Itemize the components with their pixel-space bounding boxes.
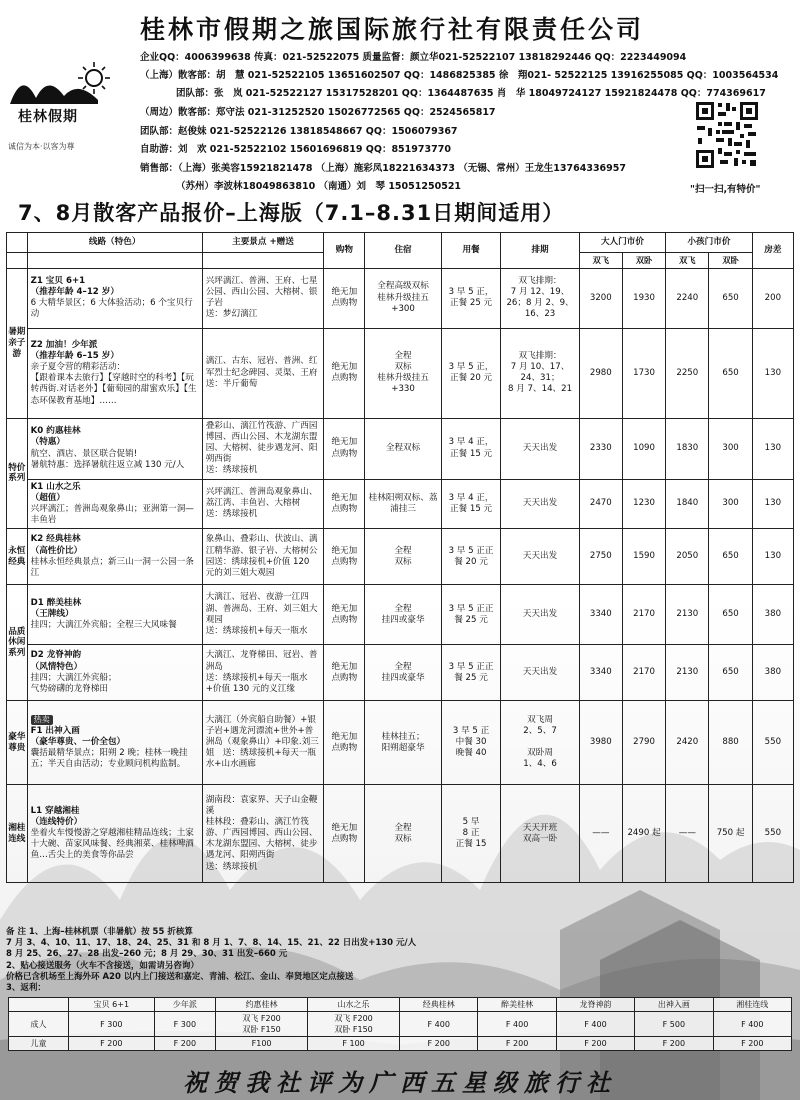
child-air-price: 2050 bbox=[666, 529, 709, 585]
note-line: 价格已含机场至上海外环 A20 以内上门接送和嘉定、青浦、松江、金山、奉贤地区定点接送 bbox=[6, 971, 354, 982]
qr-label: "扫一扫,有特价" bbox=[690, 184, 761, 195]
qr-code-icon[interactable] bbox=[694, 100, 760, 170]
schedule-cell: 双飞排期： 7 月 10、17、24、31； 8 月 7、14、21 bbox=[501, 328, 579, 418]
header-child-price: 小孩门市价 bbox=[666, 233, 753, 253]
route-subtitle: （推荐年龄 4–12 岁） bbox=[30, 286, 119, 297]
child-train-price: 650 bbox=[709, 645, 752, 701]
spots-cell: 大漓江（外宾船自助餐）+银子岩+遇龙河漂流+世外+普洲岛（观象鼻山）+印象.刘三姐 送：绣球接机+每天一瓶水+山水画廊 bbox=[202, 701, 324, 785]
schedule-cell: 天天出发 bbox=[501, 585, 579, 645]
category-label: 湘桂连线 bbox=[7, 785, 28, 883]
table-row bbox=[7, 645, 794, 701]
contact-line-qq: 企业QQ：4006399638 传真：021-52522075 质量监督：颜立华021-52522107 13818292446 QQ：2223449094 bbox=[140, 52, 687, 63]
header-spots-sub bbox=[202, 253, 324, 269]
schedule-cell: 双飞排期： 7 月 12、19、26；8 月 2、9、16、23 bbox=[501, 268, 579, 328]
schedule-cell: 双飞周 2、5、7 双卧周 1、4、6 bbox=[501, 701, 579, 785]
route-desc: 6 大精华景区；6 大体验活动；6 个宝贝行动 bbox=[30, 298, 193, 320]
meal-cell: 3 早 4 正，正餐 15 元 bbox=[441, 479, 501, 529]
route-desc: 亲子夏令营的精彩活动： 【跟着课本去旅行】【穿越时空的科考】【玩转西街.对话老外】【葡萄园的甜蜜欢乐】【生态环保教育基地】…… bbox=[30, 361, 197, 406]
hotel-cell: 全程 挂四或豪华 bbox=[365, 585, 441, 645]
contact-line-shanghai-retail: （上海）散客部：胡 慧 021-52522105 13651602507 QQ：1486825385 徐 翔021- 52522125 13916255085 QQ：1003564534 bbox=[140, 70, 779, 81]
rebate-adult-value: F 400 bbox=[478, 1012, 556, 1037]
adult-air-price: 2750 bbox=[579, 529, 622, 585]
child-train-price: 650 bbox=[709, 328, 752, 418]
room-diff: 130 bbox=[752, 328, 793, 418]
rebate-header: 经典桂林 bbox=[400, 998, 478, 1012]
table-row bbox=[7, 479, 794, 529]
route-desc: 航空、酒店、景区联合促销! 暑航特惠：选择暑航往返立减 130 元/人 bbox=[30, 448, 185, 470]
header-route: 线路（特色） bbox=[27, 233, 202, 253]
route-desc: 挂四；大漓江外宾船； 气势磅礴的龙脊梯田 bbox=[30, 672, 117, 694]
schedule-cell: 天天出发 bbox=[501, 479, 579, 529]
category-label: 暑期亲子游 bbox=[7, 268, 28, 418]
header-room: 房差 bbox=[752, 233, 793, 269]
footer-slogan: 祝贺我社评为广西五星级旅行社 bbox=[183, 1068, 617, 1097]
rebate-child-value: F 100 bbox=[308, 1037, 400, 1051]
adult-train-price: 2790 bbox=[622, 701, 665, 785]
child-train-price: 750 起 bbox=[709, 785, 752, 883]
header-adult-price: 大人门市价 bbox=[579, 233, 666, 253]
child-train-price: 650 bbox=[709, 529, 752, 585]
note-line: 8 月 25、26、27、28 出发–260 元；8 月 29、30、31 出发–660 元 bbox=[6, 949, 288, 960]
rebate-header: 醉美桂林 bbox=[478, 998, 556, 1012]
route-cell bbox=[27, 268, 202, 328]
rebate-child-value: F 200 bbox=[713, 1037, 791, 1051]
hotel-cell: 全程高级双标 桂林升级挂五+300 bbox=[365, 268, 441, 328]
route-desc: 挂四；大漓江外宾船；全程三大风味餐 bbox=[30, 620, 177, 631]
adult-air-price: —— bbox=[579, 785, 622, 883]
route-title: F1 出神入画 bbox=[30, 725, 80, 736]
shop-cell: 绝无加点购物 bbox=[324, 268, 365, 328]
rebate-child-value: F 200 bbox=[556, 1037, 634, 1051]
rebate-child-value: F 200 bbox=[635, 1037, 713, 1051]
rebate-adult-label: 成人 bbox=[9, 1012, 69, 1037]
route-subtitle: （风情特色） bbox=[30, 661, 83, 672]
adult-train-price: 1930 bbox=[622, 268, 665, 328]
child-air-price: 2250 bbox=[666, 328, 709, 418]
rebate-adult-value: 双飞 F200 双卧 F150 bbox=[308, 1012, 400, 1037]
route-title: K2 经典桂林 bbox=[30, 534, 81, 545]
route-cell bbox=[27, 785, 202, 883]
note-line: 2、贴心接送服务（火车不含接送，如需请另咨询） bbox=[6, 960, 199, 971]
shop-cell: 绝无加点购物 bbox=[324, 701, 365, 785]
header-meal: 用餐 bbox=[441, 233, 501, 269]
table-row bbox=[7, 585, 794, 645]
route-cell bbox=[27, 328, 202, 418]
header-child-air: 双飞 bbox=[666, 253, 709, 269]
logo-text: 桂林假期 bbox=[18, 109, 78, 125]
header-spots: 主要景点 +赠送 bbox=[202, 233, 324, 253]
hotel-cell: 全程 双标 桂林升级挂五+330 bbox=[365, 328, 441, 418]
spots-cell: 大漓江、龙脊梯田、冠岩、普洲岛 送：绣球接机+每天一瓶水+价值 130 元的义江缘 bbox=[202, 645, 324, 701]
schedule-cell: 天天开班 双高一卧 bbox=[501, 785, 579, 883]
adult-train-price: 1230 bbox=[622, 479, 665, 529]
child-air-price: —— bbox=[666, 785, 709, 883]
header-adult-train: 双卧 bbox=[622, 253, 665, 269]
hotel-cell: 全程 双标 bbox=[365, 529, 441, 585]
shop-cell: 绝无加点购物 bbox=[324, 645, 365, 701]
category-label: 品质休闲系列 bbox=[7, 585, 28, 701]
room-diff: 200 bbox=[752, 268, 793, 328]
adult-air-price: 3200 bbox=[579, 268, 622, 328]
child-train-price: 300 bbox=[709, 418, 752, 479]
child-train-price: 650 bbox=[709, 585, 752, 645]
hotel-cell: 全程 挂四或豪华 bbox=[365, 645, 441, 701]
rebate-header: 龙脊神韵 bbox=[556, 998, 634, 1012]
shop-cell: 绝无加点购物 bbox=[324, 785, 365, 883]
header-schedule: 排期 bbox=[501, 233, 579, 269]
child-air-price: 2130 bbox=[666, 645, 709, 701]
child-air-price: 2420 bbox=[666, 701, 709, 785]
contact-line-shanghai-group: 团队部：张 岚 021-52522127 15317528201 QQ：1364487635 肖 华 18049724127 15921824478 QQ：774369617 bbox=[176, 88, 766, 99]
route-title: Z1 宝贝 6+1 bbox=[30, 275, 86, 286]
child-train-price: 300 bbox=[709, 479, 752, 529]
company-name: 桂林市假期之旅国际旅行社有限责任公司 bbox=[140, 15, 645, 44]
adult-air-price: 3340 bbox=[579, 585, 622, 645]
category-label: 永恒经典 bbox=[7, 529, 28, 585]
header bbox=[0, 0, 800, 196]
shop-cell: 绝无加点购物 bbox=[324, 529, 365, 585]
adult-train-price: 2170 bbox=[622, 645, 665, 701]
header-adult-air: 双飞 bbox=[579, 253, 622, 269]
adult-air-price: 2330 bbox=[579, 418, 622, 479]
rebate-adult-value: F 300 bbox=[69, 1012, 155, 1037]
rebate-corner bbox=[9, 998, 69, 1012]
adult-train-price: 2490 起 bbox=[622, 785, 665, 883]
header-hotel: 住宿 bbox=[365, 233, 441, 269]
child-train-price: 650 bbox=[709, 268, 752, 328]
room-diff: 550 bbox=[752, 785, 793, 883]
schedule-cell: 天天出发 bbox=[501, 645, 579, 701]
slogan: 诚信为本·以客为尊 bbox=[8, 142, 75, 151]
child-air-price: 2240 bbox=[666, 268, 709, 328]
rebate-row-adult bbox=[9, 1012, 792, 1037]
category-label: 特价系列 bbox=[7, 418, 28, 529]
route-subtitle: （高性价比） bbox=[30, 545, 83, 556]
route-subtitle: （特惠） bbox=[30, 437, 65, 448]
shop-cell: 绝无加点购物 bbox=[324, 585, 365, 645]
adult-train-price: 1090 bbox=[622, 418, 665, 479]
room-diff: 130 bbox=[752, 529, 793, 585]
notes bbox=[6, 927, 794, 994]
route-desc: 桂林永恒经典景点；新三山一洞一公园一条江 bbox=[30, 556, 194, 578]
room-diff: 130 bbox=[752, 479, 793, 529]
hot-badge: 热卖 bbox=[31, 715, 53, 725]
route-cell bbox=[27, 585, 202, 645]
meal-cell: 3 早 5 正，正餐 25 元 bbox=[441, 268, 501, 328]
route-subtitle: （超值） bbox=[30, 492, 65, 503]
header-child-train: 双卧 bbox=[709, 253, 752, 269]
note-line: 3、返利： bbox=[6, 983, 46, 994]
spots-cell: 兴坪漓江、普洲岛观象鼻山、荔江湾、丰鱼岩、大榕树 送：绣球接机 bbox=[202, 479, 324, 529]
rebate-adult-value: 双飞 F200 双卧 F150 bbox=[216, 1012, 308, 1037]
room-diff: 550 bbox=[752, 701, 793, 785]
hotel-cell: 全程双标 bbox=[365, 418, 441, 479]
meal-cell: 3 早 5 正 中餐 30 晚餐 40 bbox=[441, 701, 501, 785]
headline: 7、8月散客产品报价–上海版（7.1–8.31日期间适用） bbox=[18, 201, 565, 225]
meal-cell: 3 早 5 正正餐 25 元 bbox=[441, 645, 501, 701]
spots-cell: 象鼻山、叠彩山、伏波山、漓江精华游、银子岩、大榕树公园送：绣球接机+价值 120 元的刘三姐大观园 bbox=[202, 529, 324, 585]
route-cell bbox=[27, 418, 202, 479]
hotel-cell: 桂林阳朔双标、荔浦挂三 bbox=[365, 479, 441, 529]
adult-train-price: 1730 bbox=[622, 328, 665, 418]
hotel-cell: 桂林挂五； 阳朔超豪华 bbox=[365, 701, 441, 785]
route-desc: 囊括最精华景点；阳朔 2 晚；桂林一晚挂五；半天自由活动；专业顾问机构监制。 bbox=[30, 748, 188, 770]
rebate-header: 山水之乐 bbox=[308, 998, 400, 1012]
route-title: K0 约惠桂林 bbox=[30, 426, 81, 437]
rebate-child-value: F100 bbox=[216, 1037, 308, 1051]
route-desc: 兴坪漓江；普洲岛观象鼻山；亚洲第一洞—丰鱼岩 bbox=[30, 503, 194, 526]
adult-air-price: 3340 bbox=[579, 645, 622, 701]
adult-train-price: 2170 bbox=[622, 585, 665, 645]
rebate-adult-value: F 500 bbox=[635, 1012, 713, 1037]
rebate-child-value: F 200 bbox=[69, 1037, 155, 1051]
route-title: L1 穿越湘桂 bbox=[30, 805, 80, 816]
rebate-table bbox=[8, 997, 792, 1051]
route-title: D2 龙脊神韵 bbox=[30, 650, 82, 661]
child-train-price: 880 bbox=[709, 701, 752, 785]
spots-cell: 兴坪漓江、普洲、王府、七星公园、西山公园、大榕树、银子岩 送：梦幻漓江 bbox=[202, 268, 324, 328]
table-row bbox=[7, 268, 794, 328]
rebate-header: 出神入画 bbox=[635, 998, 713, 1012]
header-category-sub bbox=[7, 253, 28, 269]
table-row bbox=[7, 328, 794, 418]
route-subtitle: （豪华尊贵、一价全包） bbox=[30, 737, 126, 748]
shop-cell: 绝无加点购物 bbox=[324, 328, 365, 418]
route-cell bbox=[27, 479, 202, 529]
route-subtitle: （连线特价） bbox=[30, 816, 83, 827]
route-title: Z2 加油！少年派 bbox=[30, 339, 98, 350]
room-diff: 380 bbox=[752, 645, 793, 701]
price-table bbox=[6, 232, 794, 883]
shop-cell: 绝无加点购物 bbox=[324, 479, 365, 529]
rebate-adult-value: F 400 bbox=[400, 1012, 478, 1037]
rebate-child-value: F 200 bbox=[154, 1037, 215, 1051]
table-row bbox=[7, 701, 794, 785]
rebate-child-value: F 200 bbox=[478, 1037, 556, 1051]
rebate-header: 宝贝 6+1 bbox=[69, 998, 155, 1012]
contact-line-sales: 销售部：（上海）张美容15921821478 （上海）施彩凤18221634373 （无锡、常州）王龙生13764336957 bbox=[140, 163, 626, 174]
rebate-adult-value: F 400 bbox=[713, 1012, 791, 1037]
header-route-sub bbox=[27, 253, 202, 269]
rebate-header: 约惠桂林 bbox=[216, 998, 308, 1012]
spots-cell: 湖南段：袁家界、天子山金鞭溪 桂林段：叠彩山、漓江竹筏游、广西园博园、西山公园、木龙湖东盟园、大榕树、徒步遇龙河、阳朔西街 送：绣球接机 bbox=[202, 785, 324, 883]
contact-line-nearby-group: 团队部：赵俊妹 021-52522126 13818548667 QQ：1506079367 bbox=[140, 126, 458, 137]
route-cell bbox=[27, 701, 202, 785]
rebate-child-value: F 200 bbox=[400, 1037, 478, 1051]
rebate-child-label: 儿童 bbox=[9, 1037, 69, 1051]
adult-air-price: 2470 bbox=[579, 479, 622, 529]
route-cell bbox=[27, 645, 202, 701]
header-category bbox=[7, 233, 28, 253]
contact-line-nearby-retail: （周边）散客部：郑守法 021-31252520 15026772565 QQ：2524565817 bbox=[140, 107, 496, 118]
meal-cell: 3 早 5 正，正餐 20 元 bbox=[441, 328, 501, 418]
rebate-header: 湘桂连线 bbox=[713, 998, 791, 1012]
room-diff: 380 bbox=[752, 585, 793, 645]
room-diff: 130 bbox=[752, 418, 793, 479]
adult-train-price: 1590 bbox=[622, 529, 665, 585]
route-title: D1 醉美桂林 bbox=[30, 597, 82, 608]
header-shop: 购物 bbox=[324, 233, 365, 269]
contact-line-sales-2: （苏州）李波林18049863810 （南通）刘 琴 15051250521 bbox=[176, 181, 462, 192]
rebate-header: 少年派 bbox=[154, 998, 215, 1012]
schedule-cell: 天天出发 bbox=[501, 418, 579, 479]
spots-cell: 漓江、古东、冠岩、普洲、红军烈士纪念碑园、灵渠、王府 送：半斤葡萄 bbox=[202, 328, 324, 418]
category-label: 豪华尊贵 bbox=[7, 701, 28, 785]
meal-cell: 3 早 5 正正餐 20 元 bbox=[441, 529, 501, 585]
meal-cell: 5 早 8 正 正餐 15 bbox=[441, 785, 501, 883]
child-air-price: 1840 bbox=[666, 479, 709, 529]
route-desc: 坐着火车慢慢游之穿越湘桂精品连线；土家十大碗、苗家风味餐、经典湘菜、桂林啤酒鱼…舌尖上的美食等你品尝 bbox=[30, 828, 194, 861]
meal-cell: 3 早 4 正，正餐 15 元 bbox=[441, 418, 501, 479]
meal-cell: 3 早 5 正正餐 25 元 bbox=[441, 585, 501, 645]
route-title: K1 山水之乐 bbox=[30, 481, 81, 492]
table-row bbox=[7, 418, 794, 479]
note-line: 备 注 1、上海–桂林机票（非暑航）按 55 折核算 bbox=[6, 927, 193, 937]
note-line: 7 月 3、4、10、11、17、18、24、25、31 和 8 月 1、7、8、14、15、21、22 日出发+130 元/人 bbox=[6, 938, 417, 949]
route-subtitle: （推荐年龄 6–15 岁） bbox=[30, 350, 119, 361]
rebate-adult-value: F 400 bbox=[556, 1012, 634, 1037]
route-subtitle: （王牌线） bbox=[30, 609, 74, 620]
shop-cell: 绝无加点购物 bbox=[324, 418, 365, 479]
route-cell bbox=[27, 529, 202, 585]
child-air-price: 1830 bbox=[666, 418, 709, 479]
child-air-price: 2130 bbox=[666, 585, 709, 645]
rebate-adult-value: F 300 bbox=[154, 1012, 215, 1037]
adult-air-price: 3980 bbox=[579, 701, 622, 785]
adult-air-price: 2980 bbox=[579, 328, 622, 418]
hotel-cell: 全程 双标 bbox=[365, 785, 441, 883]
table-row bbox=[7, 529, 794, 585]
schedule-cell: 天天出发 bbox=[501, 529, 579, 585]
rebate-row-child bbox=[9, 1037, 792, 1051]
spots-cell: 叠彩山、漓江竹筏游、广西园博园、西山公园、木龙湖东盟园、大榕树、徒步遇龙河、阳朔西街 送：绣球接机 bbox=[202, 418, 324, 479]
spots-cell: 大漓江、冠岩、夜游一江四湖、普洲岛、王府、刘三姐大观园 送：绣球接机+每天一瓶水 bbox=[202, 585, 324, 645]
table-row bbox=[7, 785, 794, 883]
contact-line-self-guided: 自助游：刘 欢 021-52522102 15601696819 QQ：851973770 bbox=[140, 144, 451, 155]
